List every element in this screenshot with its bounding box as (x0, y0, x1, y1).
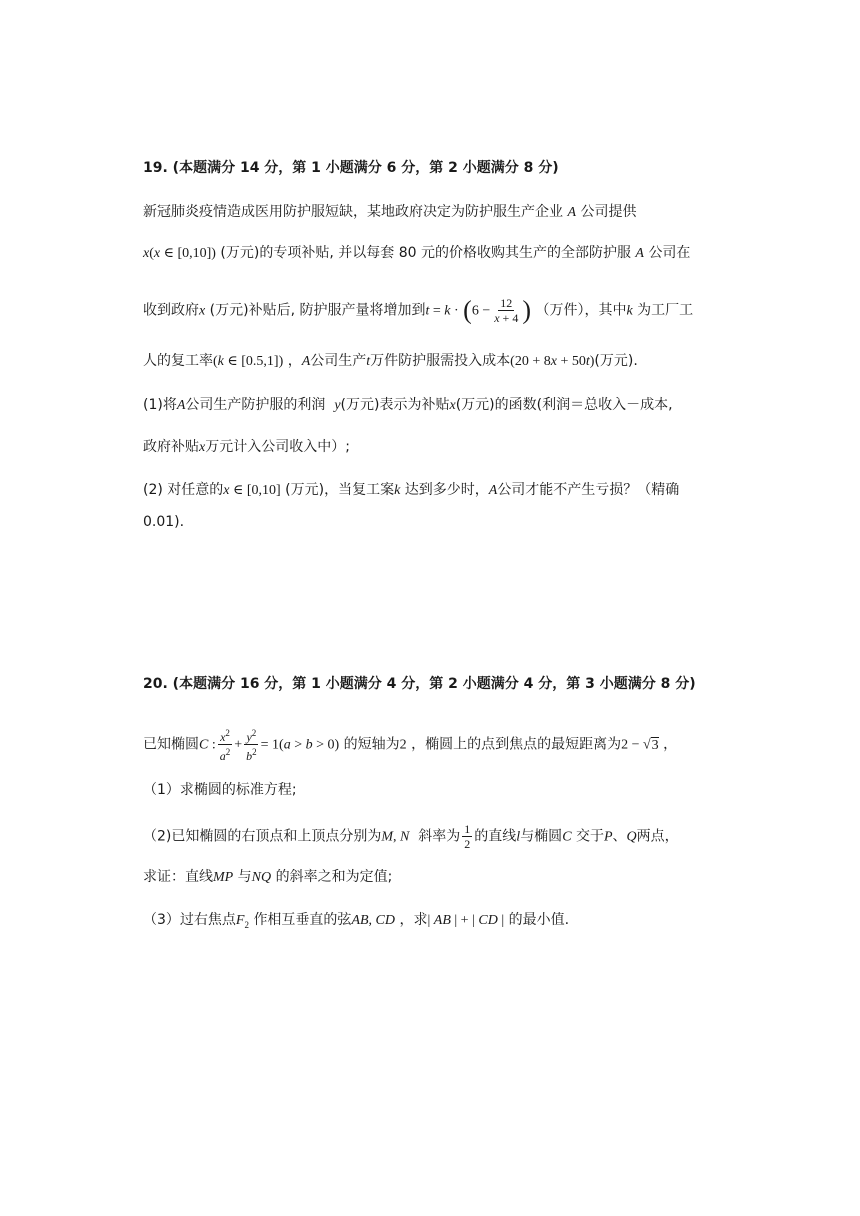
problem-19-part-2-cont: 0.01). (143, 514, 185, 530)
fraction-12-over-x-plus-4: $\frac{12}{x + 4}$ (494, 296, 519, 325)
problem-19-line-4: 人的复工率(k ∈ [0.5,1]) ，A公司生产t万件防护服需投入成本(20 + 8x + 50t)(万元). (143, 353, 638, 369)
problem-20-part-2: （2)已知椭圆的右顶点和上顶点分别为M, N 斜率为 $\frac{1}{2}$ 的直线l与椭圆C 交于P、Q两点， (143, 822, 679, 851)
problem-20-line-1: 已知椭圆C : $\frac{x^2}{a^2}$ + $\frac{y^2}{b^2}$ = 1(a > b > 0) 的短轴为2 ，椭圆上的点到焦点的最短距离为2 − √3 ， (143, 728, 678, 763)
problem-19-part-2: (2) 对任意的x ∈ [0,10] (万元)，当复工案k 达到多少时，A公司才能不产生亏损？（精确 (143, 482, 680, 498)
problem-20-part-2-cont: 求证：直线MP 与NQ 的斜率之和为定值; (143, 869, 393, 885)
problem-20-heading: 20. (本题满分 16 分，第 1 小题满分 4 分，第 2 小题满分 4 分，第 3 小题满分 8 分) (143, 676, 696, 692)
problem-19-line-2: x(x ∈ [0,10]) (万元)的专项补贴, 并以每套 80 元的价格收购其生产的全部防护服 A 公司在 (143, 245, 691, 261)
problem-20-part-1: （1）求椭圆的标准方程; (143, 782, 297, 798)
problem-19-part-1: (1)将A公司生产防护服的利润 y(万元)表示为补贴x(万元)的函数(利润＝总收入－成本, (143, 397, 673, 413)
problem-19-line-1: 新冠肺炎疫情造成医用防护服短缺，某地政府决定为防护服生产企业 A 公司提供 (143, 204, 637, 220)
problem-19-line-3: 收到政府x (万元)补贴后, 防护服产量将增加到t = k · (6 − $\frac{12}{x + 4}$ ) （万件），其中k 为工厂工 (143, 295, 694, 325)
problem-20-part-3: （3）过右焦点$F_2$ 作相互垂直的弦AB, CD ，求| AB | + | CD | 的最小值. (143, 912, 570, 930)
problem-19-part-1-cont: 政府补贴x万元计入公司收入中）; (143, 439, 350, 455)
problem-19-heading: 19. (本题满分 14 分，第 1 小题满分 6 分，第 2 小题满分 8 分) (143, 160, 559, 176)
